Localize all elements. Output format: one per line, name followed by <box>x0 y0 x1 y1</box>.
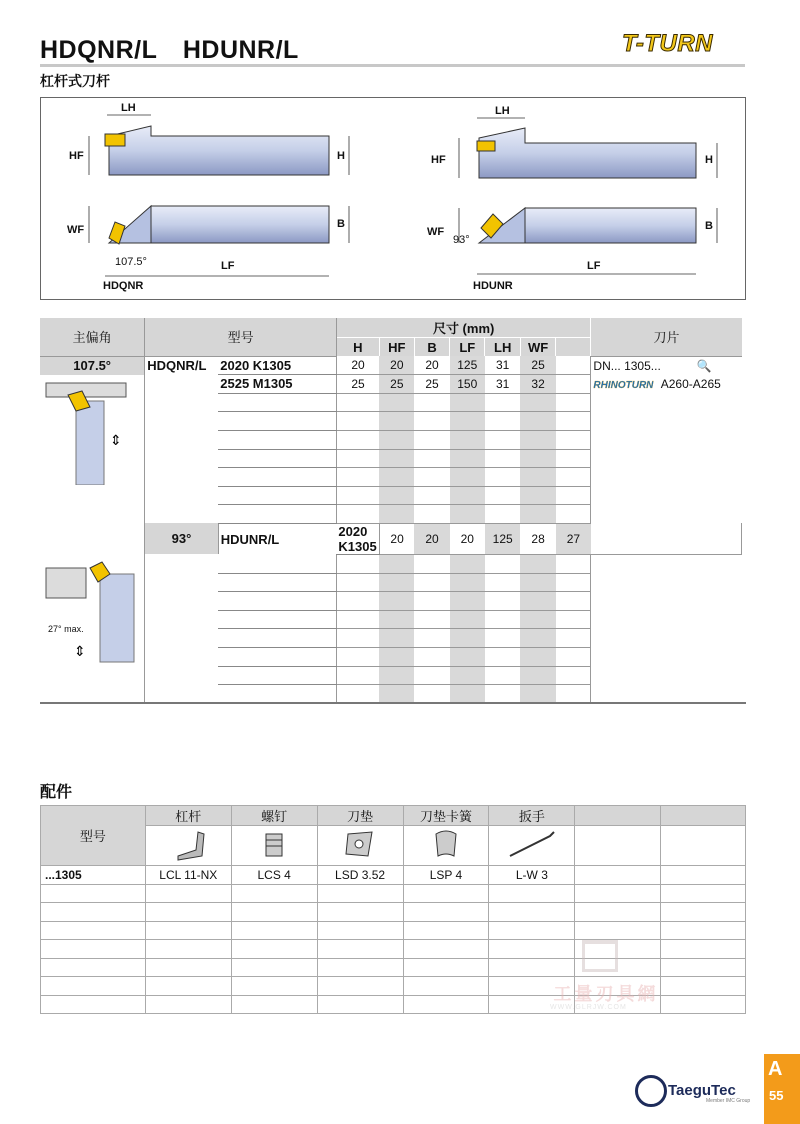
label-wf-right: WF <box>427 226 445 238</box>
dim-value: 25 <box>414 375 449 394</box>
acc-col-wrench: 扳手 <box>489 806 575 826</box>
page-number: 55 <box>769 1088 784 1103</box>
col-angle: 主偏角 <box>40 318 145 356</box>
insert-top-right <box>477 141 495 151</box>
title-divider <box>40 64 745 67</box>
dim-value: 31 <box>485 375 520 394</box>
rhinoturn-logo: RHINOTURN <box>593 379 654 391</box>
company-subline: Member IMC Group <box>706 1098 751 1104</box>
dim-value <box>556 375 591 394</box>
insert-brand <box>591 375 742 394</box>
dim-value: 32 <box>520 375 555 394</box>
insert-code <box>591 356 742 375</box>
dim-value: 125 <box>450 356 485 375</box>
insert-page-link[interactable]: A260-A265 <box>660 376 721 391</box>
tool-diagram <box>40 97 746 300</box>
col-model: 型号 <box>145 318 337 356</box>
acc-wrench: L-W 3 <box>489 866 575 885</box>
label-hf-right: HF <box>431 154 446 166</box>
dim-extra <box>556 338 591 357</box>
accessories-title: 配件 <box>40 784 73 801</box>
label-angle-left: 107.5° <box>115 256 147 268</box>
angle-illustration-1 <box>40 375 145 555</box>
model-code: 2020 K1305 <box>218 356 336 375</box>
dim-lf: LF <box>450 338 485 357</box>
caption-hdunr: HDUNR <box>473 280 513 292</box>
label-hf-left: HF <box>69 150 84 162</box>
angle-cell: 107.5° <box>40 356 145 375</box>
acc-model: ...1305 <box>41 866 146 885</box>
acc-col-shim-clip: 刀垫卡簧 <box>403 806 489 826</box>
caption-hdqnr: HDQNR <box>103 280 144 292</box>
dim-value: 20 <box>379 523 414 554</box>
label-h-left: H <box>337 150 345 162</box>
svg-text:⇕: ⇕ <box>74 644 86 661</box>
tool-mini-drawing <box>40 554 140 674</box>
table-row <box>40 356 746 375</box>
label-lh-right: LH <box>495 105 510 117</box>
section-letter: A <box>768 1058 783 1080</box>
tool-drawing <box>41 98 747 301</box>
title-left: HDQNR/L <box>40 36 158 64</box>
svg-text:⇕: ⇕ <box>110 432 122 449</box>
clip-icon <box>403 826 489 866</box>
col-dims: 尺寸 (mm) <box>336 318 591 338</box>
screw-icon <box>231 826 317 866</box>
tool-mini-drawing <box>40 375 140 485</box>
dim-lh: LH <box>485 338 520 357</box>
shim-icon <box>317 826 403 866</box>
label-lf-left: LF <box>221 260 235 272</box>
label-b-left: B <box>337 218 345 230</box>
acc-col-model: 型号 <box>41 806 146 866</box>
dim-value: 28 <box>520 523 555 554</box>
table-row <box>41 866 746 885</box>
label-wf-left: WF <box>67 224 85 236</box>
acc-col-lever: 杠杆 <box>145 806 231 826</box>
spec-table <box>40 318 746 704</box>
acc-lever: LCL 11-NX <box>145 866 231 885</box>
magnifier-icon: 🔍 <box>696 358 712 373</box>
dim-value: 25 <box>379 375 414 394</box>
dim-value: 31 <box>485 356 520 375</box>
dim-value: 27 <box>556 523 591 554</box>
watermark-url: WWW.GLRJW.COM <box>550 1004 627 1011</box>
series-cell: HDUNR/L <box>220 531 280 547</box>
dim-wf: WF <box>520 338 555 357</box>
label-lh-left: LH <box>121 102 136 114</box>
page-subtitle: 杠杆式刀杆 <box>40 73 110 89</box>
dim-b: B <box>414 338 449 357</box>
title-right: HDUNR/L <box>182 36 299 64</box>
wrench-icon <box>489 826 575 866</box>
dim-value: 20 <box>414 356 449 375</box>
dim-value <box>556 356 591 375</box>
brand-logo: T-TURN <box>622 30 713 57</box>
dim-value: 25 <box>336 375 379 394</box>
table-row <box>40 554 746 573</box>
series-cell: HDQNR/L <box>147 358 207 374</box>
acc-col-screw: 螺钉 <box>231 806 317 826</box>
lever-icon <box>145 826 231 866</box>
max-angle-note: 27° max. <box>48 624 84 635</box>
page-title <box>40 36 317 65</box>
watermark <box>536 940 676 1020</box>
insert-name: DN... 1305... <box>593 358 661 373</box>
label-h-right: H <box>705 154 713 166</box>
dim-value <box>591 523 742 554</box>
model-code: 2525 M1305 <box>218 375 336 394</box>
table-row <box>40 375 746 394</box>
dim-value: 20 <box>450 523 485 554</box>
insert-top-left <box>105 134 125 146</box>
acc-shim: LSD 3.52 <box>317 866 403 885</box>
watermark-text: 工量刃具網 <box>553 984 659 1004</box>
dim-value: 20 <box>379 356 414 375</box>
dim-hf: HF <box>379 338 414 357</box>
company-logo: TaeguTec <box>668 1082 736 1099</box>
dim-value: 150 <box>450 375 485 394</box>
table-row <box>40 523 746 554</box>
angle-cell: 93° <box>145 523 218 554</box>
label-angle-right: 93° <box>453 234 470 246</box>
col-insert: 刀片 <box>591 318 742 356</box>
watermark-logo-icon <box>582 940 618 972</box>
dim-value: 125 <box>485 523 520 554</box>
acc-col-shim: 刀垫 <box>317 806 403 826</box>
acc-screw: LCS 4 <box>231 866 317 885</box>
angle-illustration-2 <box>40 554 145 703</box>
taegutec-logo-icon <box>635 1075 667 1107</box>
dim-h: H <box>336 338 379 357</box>
dim-value: 20 <box>414 523 449 554</box>
label-b-right: B <box>705 220 713 232</box>
dim-value: 20 <box>336 356 379 375</box>
model-code: 2020 K1305 <box>336 523 379 554</box>
label-lf-right: LF <box>587 260 601 272</box>
acc-clip: LSP 4 <box>403 866 489 885</box>
dim-value: 25 <box>520 356 555 375</box>
